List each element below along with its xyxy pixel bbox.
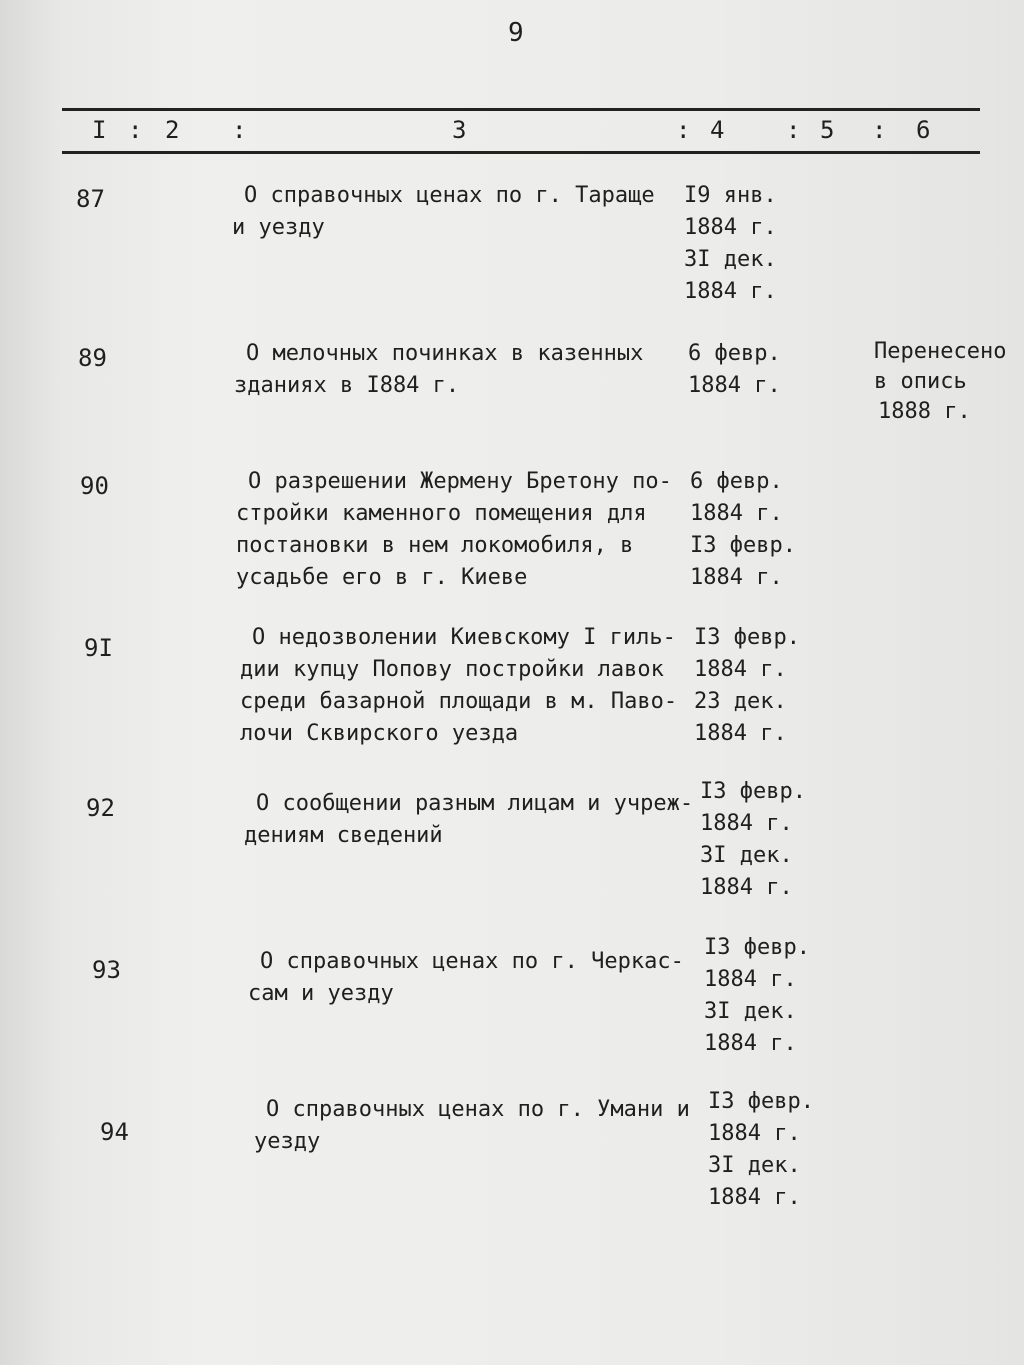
entry-title-line: усадьбе его в г. Киеве [236, 565, 528, 590]
entry-title [244, 788, 693, 852]
entry-dates [688, 338, 781, 402]
entry-number: 87 [76, 185, 105, 213]
entry-date-line: I3 февр. [708, 1089, 814, 1114]
column-header-5: 5 [820, 116, 835, 144]
entry-title [232, 180, 655, 244]
column-separator: : [786, 116, 801, 144]
entry-title [240, 622, 677, 750]
column-header-4: 4 [710, 116, 725, 144]
entry-date-line: I3 февр. [690, 533, 796, 558]
header-bottom-rule [62, 151, 980, 154]
entry-date-line: 1884 г. [694, 657, 787, 682]
column-separator: : [128, 116, 143, 144]
entry-date-line: 1884 г. [708, 1185, 801, 1210]
entry-dates [684, 180, 777, 308]
entry-title-line: среди базарной площади в м. Паво- [240, 689, 678, 714]
entry-title-line: сам и уезду [248, 981, 394, 1006]
note-line: 1888 г. [878, 399, 971, 424]
entry-number: 94 [100, 1118, 129, 1146]
entry-date-line: 3I дек. [684, 247, 777, 272]
note-line: Перенесено [874, 339, 1007, 364]
entry-date-line: 1884 г. [694, 721, 787, 746]
entry-date-line: 1884 г. [688, 373, 781, 398]
transfer-note [874, 337, 1006, 427]
entry-date-line: I3 февр. [700, 779, 806, 804]
entry-title-line: О справочных ценах по г. Умани и [266, 1097, 690, 1122]
entry-date-line: 1884 г. [684, 279, 777, 304]
entry-date-line: 1884 г. [690, 565, 783, 590]
entry-title-line: О сообщении разным лицам и учреж- [256, 791, 694, 816]
entry-title-line: зданиях в I884 г. [234, 373, 460, 398]
entry-title-line: дии купцу Попову постройки лавок [240, 657, 664, 682]
entry-title [254, 1094, 690, 1158]
entry-title [234, 338, 643, 402]
entry-date-line: 3I дек. [704, 999, 797, 1024]
entry-title-line: О мелочных починках в казенных [246, 341, 644, 366]
column-separator: : [676, 116, 691, 144]
entry-date-line: I3 февр. [704, 935, 810, 960]
entry-dates [694, 622, 800, 750]
entry-number: 89 [78, 344, 107, 372]
entry-date-line: I3 февр. [694, 625, 800, 650]
column-header-2: 2 [165, 116, 180, 144]
entry-date-line: 1884 г. [700, 875, 793, 900]
entry-date-line: 6 февр. [688, 341, 781, 366]
entry-title-line: О справочных ценах по г. Тараще [244, 183, 655, 208]
column-header-6: 6 [916, 116, 931, 144]
entry-date-line: 1884 г. [704, 967, 797, 992]
entry-number: 93 [92, 956, 121, 984]
entry-date-line: 1884 г. [704, 1031, 797, 1056]
entry-date-line: 6 февр. [690, 469, 783, 494]
entry-date-line: 3I дек. [708, 1153, 801, 1178]
entry-date-line: 1884 г. [700, 811, 793, 836]
entry-date-line: 1884 г. [684, 215, 777, 240]
entry-date-line: 1884 г. [708, 1121, 801, 1146]
entry-number: 92 [86, 794, 115, 822]
entry-date-line: 1884 г. [690, 501, 783, 526]
entry-date-line: 3I дек. [700, 843, 793, 868]
entry-dates [690, 466, 796, 594]
entry-title-line: лочи Сквирского уезда [240, 721, 519, 746]
entry-dates [704, 932, 810, 1060]
entry-title-line: О справочных ценах по г. Черкас- [260, 949, 684, 974]
entry-date-line: 23 дек. [694, 689, 787, 714]
entry-title [236, 466, 672, 594]
note-line: в опись [874, 369, 967, 394]
entry-number: 9I [84, 634, 113, 662]
entry-title [248, 946, 684, 1010]
column-header-1: I [92, 116, 107, 144]
entry-title-line: уезду [254, 1129, 321, 1154]
entry-date-line: I9 янв. [684, 183, 777, 208]
header-top-rule [62, 108, 980, 111]
entry-title-line: постановки в нем локомобиля, в [236, 533, 634, 558]
entry-dates [708, 1086, 814, 1214]
entry-dates [700, 776, 806, 904]
entry-title-line: стройки каменного помещения для [236, 501, 647, 526]
entry-number: 90 [80, 472, 109, 500]
entry-title-line: О разрешении Жермену Бретону по- [248, 469, 672, 494]
entry-title-line: и уезду [232, 215, 325, 240]
column-separator: : [232, 116, 247, 144]
column-separator: : [872, 116, 887, 144]
column-header-3: 3 [452, 116, 467, 144]
entry-title-line: дениям сведений [244, 823, 443, 848]
page-number: 9 [508, 18, 524, 48]
entry-title-line: О недозволении Киевскому I гиль- [252, 625, 676, 650]
